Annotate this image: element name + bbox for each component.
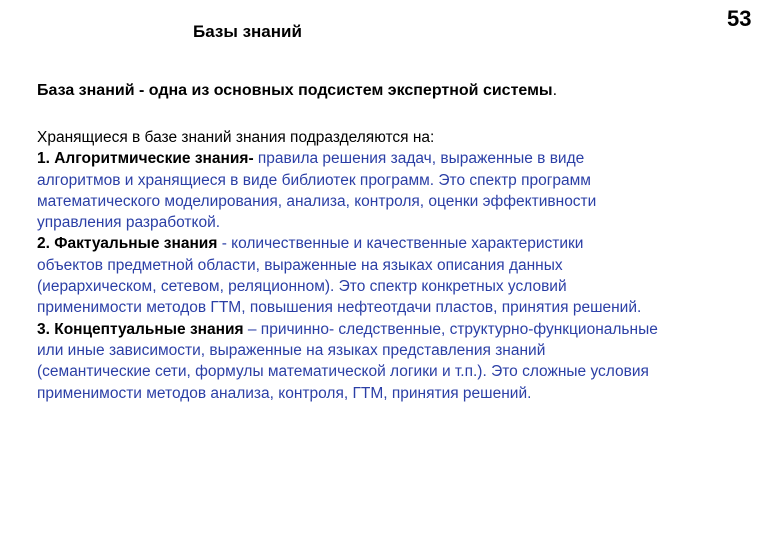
item-1-line-4: управления разработкой. [37, 214, 221, 232]
definition-end: . [552, 82, 558, 99]
item-2-line-2: объектов предметной области, выраженные на языках описания данных [37, 256, 563, 274]
item-3-desc-1: – причинно- следственные, структурно-функциональные [243, 320, 658, 338]
item-1-desc-1: правила решения задач, выраженные в виде [253, 150, 585, 168]
page-number: 53 [727, 6, 752, 31]
item-2-line-3: (иерархическом, сетевом, реляционном). Это спектр конкретных условий [37, 278, 567, 296]
item-3-line-2: или иные зависимости, выраженные на языках представления знаний [37, 341, 546, 359]
definition-text: База знаний - одна из основных подсистем экспертной системы [37, 82, 553, 99]
item-1-line-2: алгоритмов и хранящиеся в виде библиотек программ. Это спектр программ [37, 171, 591, 189]
slide-title: Базы знаний [193, 22, 302, 41]
item-2-desc-1: - количественные и качественные характеристики [221, 235, 584, 253]
item-1-line-3: математического моделирования, анализа, контроля, оценки эффективности [37, 192, 597, 210]
item-2-line-4: применимости методов ГТМ, повышения нефтеотдачи пластов, принятия решений. [37, 299, 642, 317]
item-1-term: 1. Алгоритмические знания- [37, 150, 254, 168]
body-text [37, 127, 763, 404]
item-3-line-3: (семантические сети, формулы математической логики и т.п.). Это сложные условия [37, 363, 649, 381]
item-3-line-1 [37, 319, 763, 340]
definition-line [37, 82, 557, 100]
item-2-term: 2. Фактуальные знания [37, 235, 222, 253]
item-3-term: 3. Концептуальные знания [37, 320, 244, 338]
item-1-line-1 [37, 148, 763, 169]
item-2-line-1 [37, 233, 763, 254]
item-3-line-4: применимости методов анализа, контроля, ГТМ, принятия решений. [37, 384, 532, 402]
intro-line: Хранящиеся в базе знаний знания подразделяются на: [37, 129, 435, 146]
